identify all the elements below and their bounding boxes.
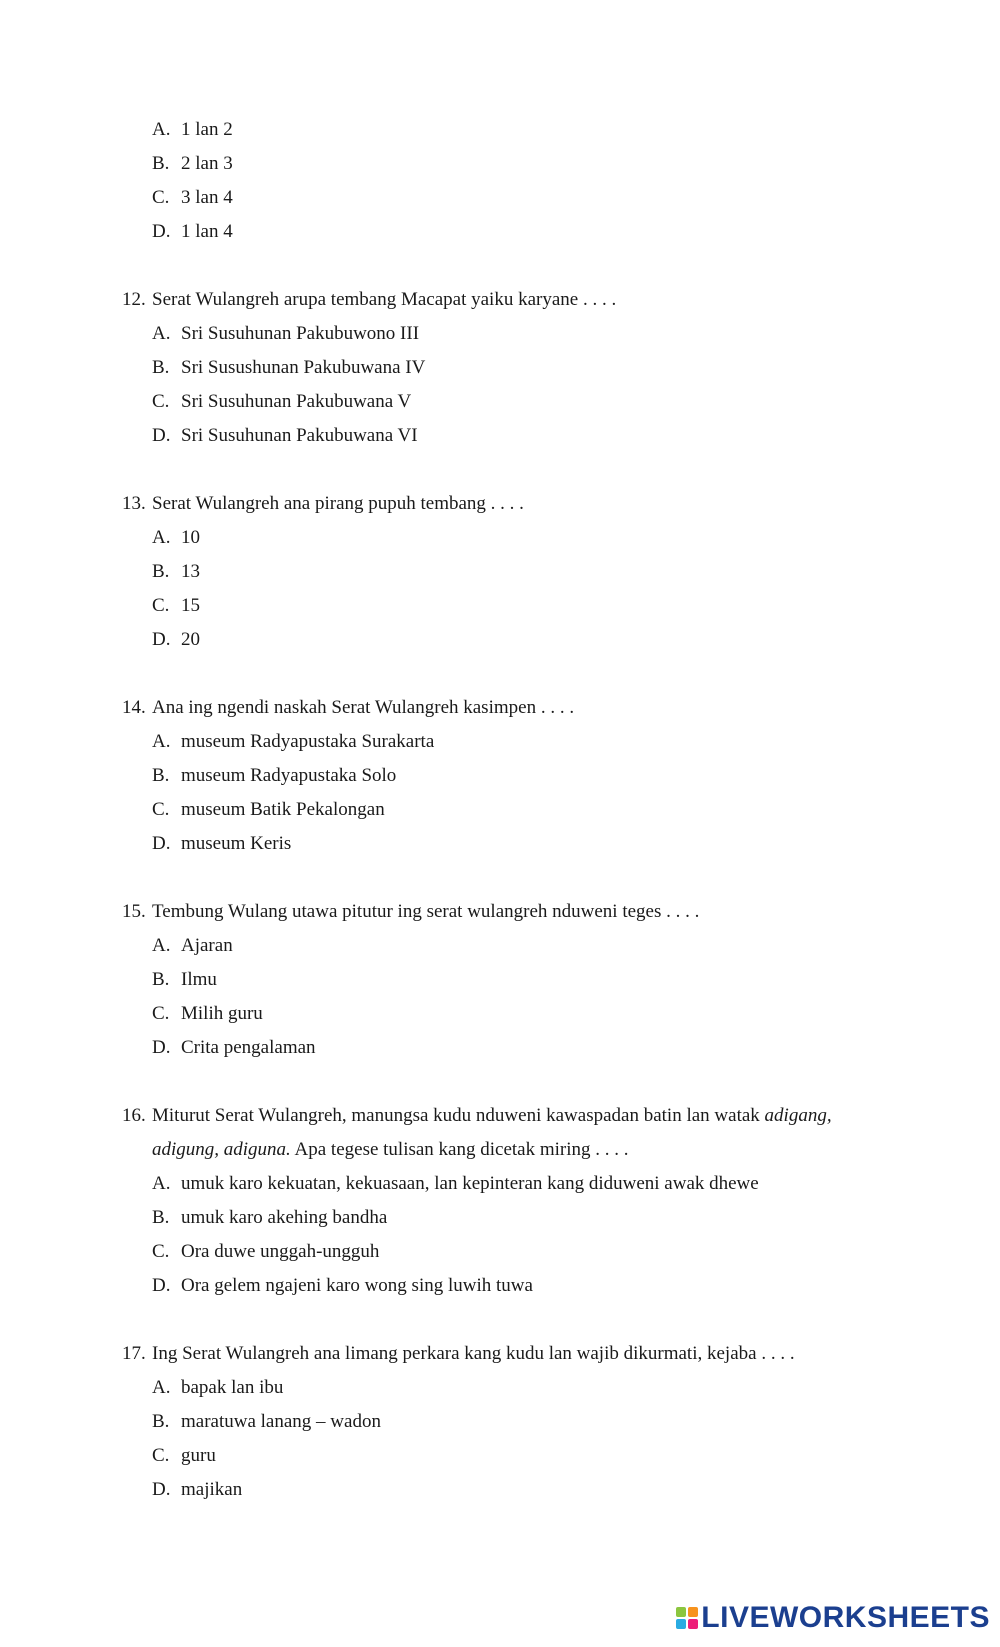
option-text: umuk karo akehing bandha	[181, 1207, 388, 1228]
question-text: Ana ing ngendi naskah Serat Wulangreh kasimpen . . . .	[152, 697, 575, 718]
option-text: Milih guru	[181, 1003, 263, 1024]
option-letter: C.	[152, 391, 170, 412]
question-text: Ing Serat Wulangreh ana limang perkara kang kudu lan wajib dikurmati, kejaba . . . .	[152, 1343, 795, 1364]
option-text: 3 lan 4	[181, 187, 233, 208]
option-text: Sri Susuhunan Pakubuwana VI	[181, 425, 418, 446]
option-text: 1 lan 4	[181, 221, 233, 242]
option-text: Sri Susushunan Pakubuwana IV	[181, 357, 426, 378]
option-letter: A.	[152, 527, 171, 548]
option-letter: A.	[152, 1173, 171, 1194]
question-text-line-1	[152, 1104, 832, 1128]
option-text: museum Batik Pekalongan	[181, 799, 385, 820]
question-text: Serat Wulangreh arupa tembang Macapat yaiku karyane . . . .	[152, 289, 617, 310]
option-text: museum Keris	[181, 833, 292, 854]
option-text: bapak lan ibu	[181, 1377, 284, 1398]
option-text: Ajaran	[181, 935, 233, 956]
option-letter: B.	[152, 1411, 170, 1432]
option-text: Ora duwe unggah-ungguh	[181, 1241, 380, 1262]
option-letter: C.	[152, 1445, 170, 1466]
option-letter: D.	[152, 629, 171, 650]
option-text: 2 lan 3	[181, 153, 233, 174]
option-text: 20	[181, 629, 200, 650]
option-text: museum Radyapustaka Solo	[181, 765, 397, 786]
liveworksheets-logo	[676, 1603, 990, 1633]
option-letter: B.	[152, 357, 170, 378]
option-letter: C.	[152, 1003, 170, 1024]
option-letter: D.	[152, 833, 171, 854]
option-letter: A.	[152, 731, 171, 752]
option-letter: A.	[152, 1377, 171, 1398]
liveworksheets-logo-icon	[676, 1607, 698, 1629]
option-text: Sri Susuhunan Pakubuwana V	[181, 391, 412, 412]
question-number: 16.	[122, 1105, 146, 1126]
option-letter: A.	[152, 935, 171, 956]
option-text: maratuwa lanang – wadon	[181, 1411, 381, 1432]
option-text: 10	[181, 527, 200, 548]
option-letter: B.	[152, 561, 170, 582]
question-text-italic: adigang,	[764, 1105, 832, 1126]
option-text: Sri Susuhunan Pakubuwono III	[181, 323, 420, 344]
option-letter: B.	[152, 1207, 170, 1228]
question-text: Serat Wulangreh ana pirang pupuh tembang . . . .	[152, 493, 524, 514]
question-number: 12.	[122, 289, 146, 310]
option-letter: C.	[152, 595, 170, 616]
option-letter: C.	[152, 187, 170, 208]
option-letter: C.	[152, 1241, 170, 1262]
option-text: Crita pengalaman	[181, 1037, 316, 1058]
option-text: Ora gelem ngajeni karo wong sing luwih tuwa	[181, 1275, 533, 1296]
option-text: guru	[181, 1445, 216, 1466]
option-text: 1 lan 2	[181, 119, 233, 140]
question-text-line-2	[152, 1138, 629, 1162]
option-text: 13	[181, 561, 200, 582]
option-letter: A.	[152, 119, 171, 140]
question-text-plain: Apa tegese tulisan kang dicetak miring . . . .	[290, 1139, 629, 1160]
question-text: Tembung Wulang utawa pitutur ing serat wulangreh nduweni teges . . . .	[152, 901, 700, 922]
question-text-italic: adigung, adiguna.	[152, 1139, 291, 1160]
option-letter: B.	[152, 765, 170, 786]
option-text: majikan	[181, 1479, 243, 1500]
option-text: 15	[181, 595, 200, 616]
option-text: umuk karo kekuatan, kekuasaan, lan kepinteran kang diduweni awak dhewe	[181, 1173, 759, 1194]
question-number: 17.	[122, 1343, 146, 1364]
option-letter: C.	[152, 799, 170, 820]
option-letter: A.	[152, 323, 171, 344]
option-letter: B.	[152, 969, 170, 990]
question-number: 13.	[122, 493, 146, 514]
option-letter: D.	[152, 1037, 171, 1058]
liveworksheets-logo-text: LIVEWORKSHEETS	[701, 1601, 990, 1634]
option-letter: D.	[152, 1275, 171, 1296]
option-text: museum Radyapustaka Surakarta	[181, 731, 435, 752]
option-letter: B.	[152, 153, 170, 174]
question-text-plain: Miturut Serat Wulangreh, manungsa kudu nduweni kawaspadan batin lan watak	[152, 1105, 765, 1126]
option-letter: D.	[152, 425, 171, 446]
option-letter: D.	[152, 221, 171, 242]
question-number: 14.	[122, 697, 146, 718]
option-text: Ilmu	[181, 969, 217, 990]
question-number: 15.	[122, 901, 146, 922]
option-letter: D.	[152, 1479, 171, 1500]
